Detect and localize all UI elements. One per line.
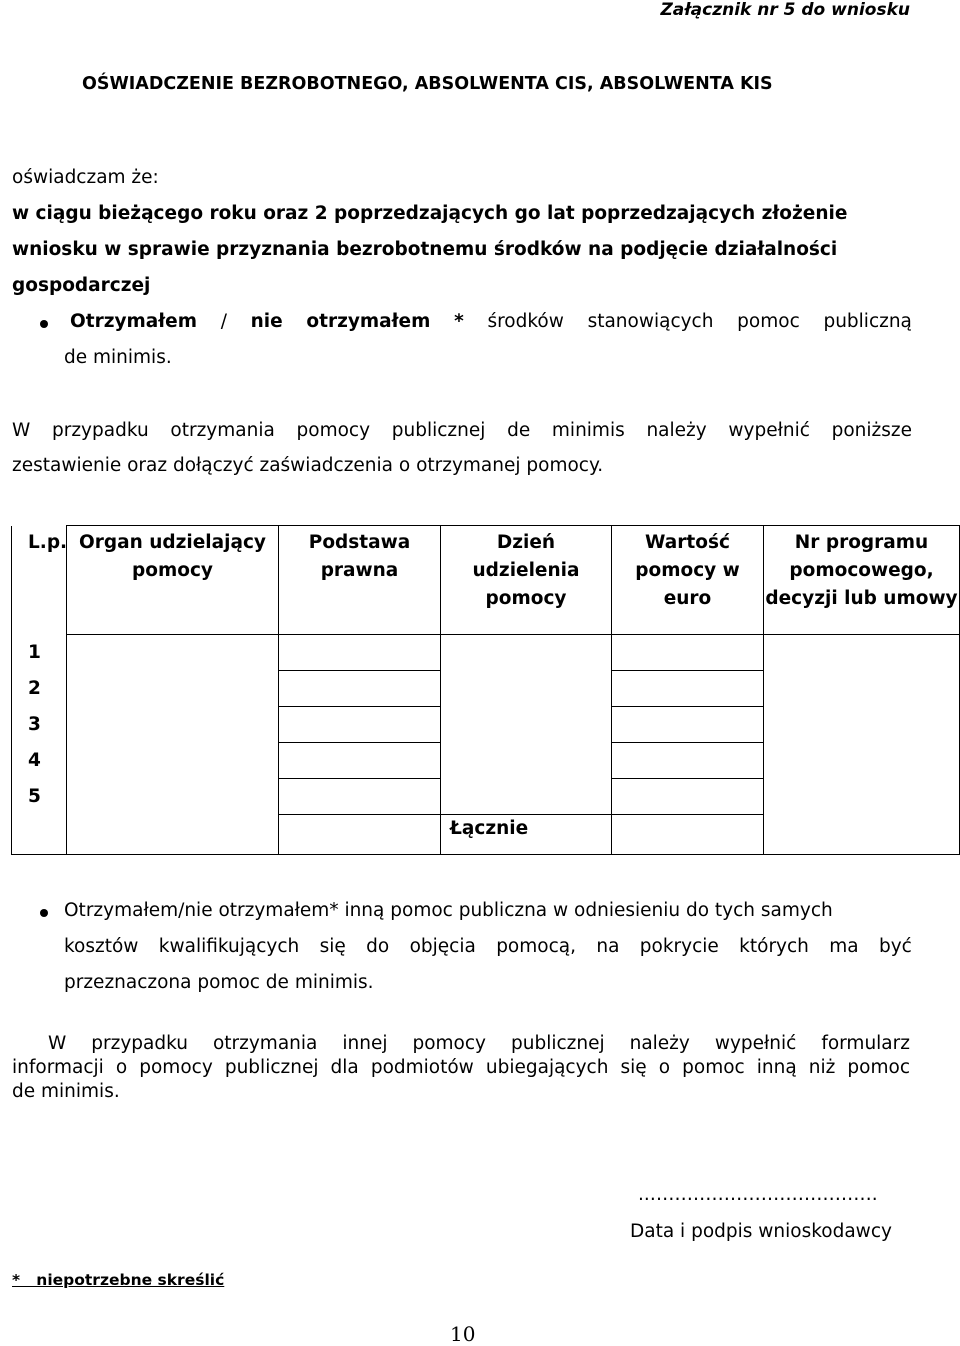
declaration-line-1: w ciągu bieżącego roku oraz 2 poprzedzających go lat poprzedzających złożenie <box>12 203 848 224</box>
bullet-dot-icon <box>40 909 48 917</box>
word: W <box>48 1033 67 1054</box>
cell-value[interactable] <box>612 779 764 815</box>
word: pomocą, <box>496 936 576 957</box>
asterisk: * <box>454 311 464 332</box>
cell-legal-basis[interactable] <box>279 671 441 707</box>
footnote: * niepotrzebne skreślić <box>12 1271 225 1289</box>
cell-total-value[interactable] <box>612 815 764 855</box>
bullet-other-aid-line-2 <box>64 936 912 957</box>
row-number: 5 <box>12 779 67 815</box>
declaration-line-2: wniosku w sprawie przyznania bezrobotnemu środków na podjęcie działalności <box>12 239 838 260</box>
bullet-other-aid-line-1: Otrzymałem/nie otrzymałem* inną pomoc publiczna w odniesieniu do tych samych <box>64 900 833 921</box>
row-number: 2 <box>12 671 67 707</box>
signature-label: Data i podpis wnioskodawcy <box>630 1221 892 1242</box>
word: kwalifikujących <box>158 936 300 957</box>
paragraph-1-line-2: zestawienie oraz dołączyć zaświadczenia o otrzymanej pomocy. <box>12 455 604 476</box>
row-number: 1 <box>12 635 67 671</box>
word: publicznej <box>510 1033 605 1054</box>
word: przypadku <box>91 1033 188 1054</box>
word: pomocy <box>139 1057 213 1078</box>
paragraph-2-line-3: de minimis. <box>12 1081 120 1102</box>
cell-program-number[interactable] <box>764 635 960 855</box>
word: należy <box>629 1033 690 1054</box>
paragraph-1-line-1 <box>12 420 912 441</box>
signature-line: ..………………………………. <box>638 1184 878 1205</box>
cell-legal-basis <box>279 815 441 855</box>
header-organ: Organ udzielający pomocy <box>67 526 279 635</box>
word: ma <box>829 936 859 957</box>
word: otrzymania <box>212 1033 318 1054</box>
cell-value[interactable] <box>612 671 764 707</box>
word: publicznej <box>391 420 486 441</box>
cell-legal-basis[interactable] <box>279 779 441 815</box>
word: wypełnić <box>728 420 810 441</box>
word: / <box>220 311 227 332</box>
word: ubiegających <box>485 1057 609 1078</box>
word: informacji <box>12 1057 104 1078</box>
paragraph-2-line-2 <box>12 1057 910 1078</box>
word: formularz <box>821 1033 910 1054</box>
word: pomocy <box>296 420 371 441</box>
cell-value[interactable] <box>612 707 764 743</box>
header-lp: L.p. <box>12 526 67 635</box>
word: de <box>507 420 531 441</box>
aid-table <box>11 525 960 855</box>
total-label: Łącznie <box>441 815 612 855</box>
word: pomoc <box>682 1057 745 1078</box>
word: pomoc <box>737 311 800 332</box>
word: publicznej <box>224 1057 319 1078</box>
word: których <box>739 936 809 957</box>
cell-grant-date[interactable] <box>441 635 612 815</box>
declaration-intro: oświadczam że: <box>12 167 159 188</box>
bullet-dot-icon <box>40 320 48 328</box>
word: inną <box>756 1057 797 1078</box>
table-header-row <box>12 526 960 635</box>
bullet-continuation: de minimis. <box>64 347 172 368</box>
header-program-number: Nr programu pomocowego, decyzji lub umowy <box>764 526 960 635</box>
row-number-empty <box>12 815 67 855</box>
page-number: 10 <box>450 1322 476 1346</box>
word: środków <box>487 311 564 332</box>
bullet-other-aid-line-3: przeznaczona pomoc de minimis. <box>64 972 374 993</box>
document-title: OŚWIADCZENIE BEZROBOTNEGO, ABSOLWENTA CIS, ABSOLWENTA KIS <box>82 74 773 94</box>
cell-value[interactable] <box>612 743 764 779</box>
word: poniższe <box>831 420 912 441</box>
attachment-label: Załącznik nr 5 do wniosku <box>660 0 910 20</box>
word: otrzymałem <box>306 311 431 332</box>
word: nie <box>250 311 283 332</box>
word: podmiotów <box>370 1057 474 1078</box>
word: W <box>12 420 31 441</box>
word: publiczną <box>823 311 912 332</box>
word: Otrzymałem <box>70 311 197 332</box>
bullet-received-aid <box>70 311 912 332</box>
row-number: 3 <box>12 707 67 743</box>
declaration-line-3: gospodarczej <box>12 275 151 296</box>
word: się <box>319 936 346 957</box>
word: o <box>658 1057 671 1078</box>
header-value-euro: Wartość pomocy w euro <box>612 526 764 635</box>
cell-legal-basis[interactable] <box>279 743 441 779</box>
row-number: 4 <box>12 743 67 779</box>
word: objęcia <box>409 936 476 957</box>
cell-legal-basis[interactable] <box>279 707 441 743</box>
table-row <box>12 635 960 671</box>
word: do <box>366 936 390 957</box>
cell-organ[interactable] <box>67 635 279 855</box>
word: pomocy <box>412 1033 486 1054</box>
word: wypełnić <box>714 1033 797 1054</box>
header-grant-date: Dzień udzielenia pomocy <box>441 526 612 635</box>
word: należy <box>646 420 707 441</box>
word: dla <box>330 1057 359 1078</box>
word: przypadku <box>52 420 149 441</box>
word: się <box>620 1057 647 1078</box>
word: minimis <box>551 420 625 441</box>
word: na <box>596 936 620 957</box>
word: otrzymania <box>170 420 275 441</box>
word: stanowiących <box>587 311 714 332</box>
cell-value[interactable] <box>612 635 764 671</box>
word: być <box>878 936 912 957</box>
word: niż <box>808 1057 836 1078</box>
cell-legal-basis[interactable] <box>279 635 441 671</box>
header-legal-basis: Podstawa prawna <box>279 526 441 635</box>
word: pomoc <box>847 1057 910 1078</box>
word: o <box>115 1057 128 1078</box>
word: innej <box>342 1033 388 1054</box>
word: kosztów <box>64 936 139 957</box>
word: pokrycie <box>639 936 719 957</box>
paragraph-2-line-1 <box>48 1033 910 1054</box>
